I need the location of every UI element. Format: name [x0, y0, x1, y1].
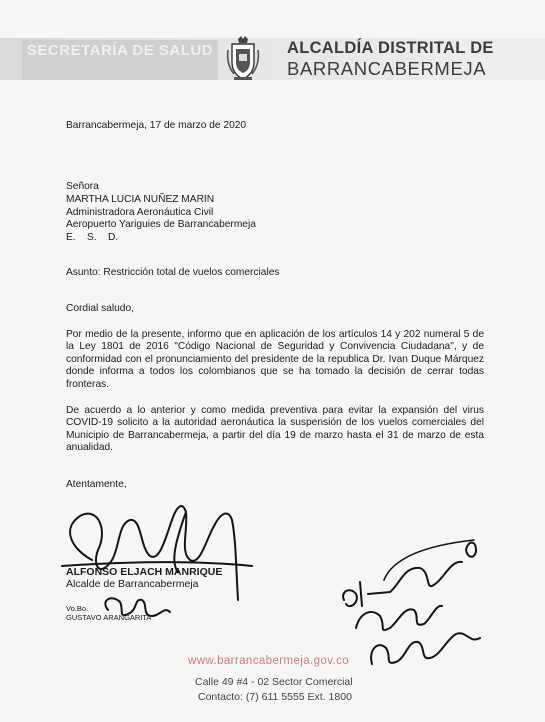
body-paragraph-1: Por medio de la presente, informo que en aplicación de los artículos 14 y 202 numeral 5 de la Ley 1801 de 2016 "Código Nacional de Seguridad y Convivencia Ciudadana", y de conformidad con el pronunciamiento del presidente de la republica Dr. Ivan Duque Márquez donde informa a todos los colombianos que se ha tomado la decisión de cerrar todas fronteras.	[66, 329, 484, 390]
signer-name: ALFONSO ELJACH MANRIQUE	[66, 566, 223, 578]
coat-of-arms-icon	[226, 36, 260, 82]
letter-greeting: Cordial saludo,	[66, 303, 134, 314]
signer-title: Alcalde de Barrancabermeja	[66, 578, 199, 590]
letter-closing: Atentamente,	[66, 479, 127, 490]
vobo-name: GUSTAVO ARANGARITA	[66, 613, 152, 622]
footer-contact: Contacto: (7) 611 5555 Ext. 1800	[198, 691, 352, 703]
footer-address: Calle 49 #4 - 02 Sector Comercial	[195, 676, 353, 688]
body-paragraph-2: De acuerdo a lo anterior y como medida preventiva para evitar la expansión del virus COVID-19 solicito a la autoridad aeronáutica la suspensión de los vuelos comerciales del Municipio de Barrancabermeja, a partir del día 19 de marzo hasta el 31 de marzo de esta anualidad.	[66, 405, 484, 454]
recipient-role: Administradora Aeronáutica Civil	[66, 207, 214, 218]
letter-date: Barrancabermeja, 17 de marzo de 2020	[66, 120, 247, 131]
esd-e: E.	[66, 232, 76, 243]
vobo-label: Vo.Bo.	[66, 604, 89, 613]
footer-website[interactable]: www.barrancabermeja.gov.co	[188, 655, 350, 667]
esd-line	[66, 232, 129, 245]
letter-subject: Asunto: Restricción total de vuelos comerciales	[66, 267, 280, 278]
esd-d: D.	[108, 232, 119, 243]
salutation-title: Señora	[66, 181, 99, 192]
esd-s: S.	[87, 232, 97, 243]
recipient-org: Aeropuerto Yariguies de Barrancabermeja	[66, 219, 256, 230]
department-banner: SECRETARÍA DE SALUD	[22, 40, 218, 80]
city-title-line2: BARRANCABERMEJA	[287, 58, 487, 79]
recipient-name: MARTHA LUCIA NUÑEZ MARIN	[66, 194, 215, 205]
city-title-line1: ALCALDÍA DISTRITAL DE	[287, 39, 494, 57]
received-note	[343, 543, 476, 607]
